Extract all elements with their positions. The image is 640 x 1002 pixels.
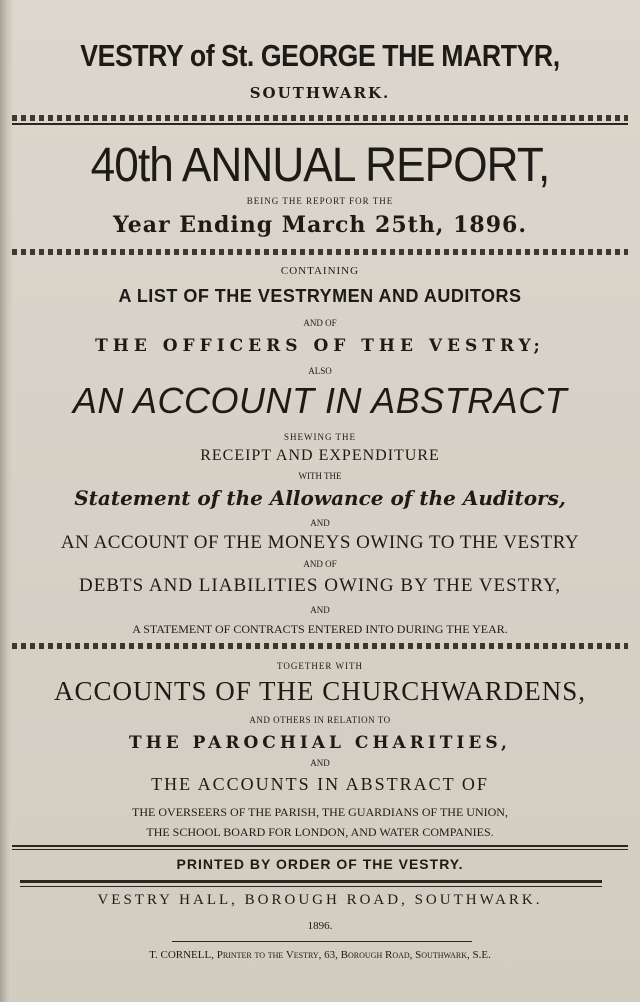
place-subheading: SOUTHWARK. [249,84,391,102]
printer-imprint: T. CORNELL, Printer to the Vestry, 63, Borough Road, Southwark, S.E. [149,949,491,961]
vestry-heading: VESTRY of St. GEORGE THE MARTYR, [80,38,560,73]
year-ending: Year Ending March 25th, 1896. [112,212,528,238]
and-of-label-2: AND OF [303,559,337,569]
debts-line: DEBTS AND LIABILITIES OWING BY THE VESTRY, [79,575,561,596]
school-board-line: THE SCHOOL BOARD FOR LONDON, AND WATER COMPANIES. [146,825,494,839]
overseers-line: THE OVERSEERS OF THE PARISH, THE GUARDIANS OF THE UNION, [132,805,508,819]
ornamental-rule [12,115,628,121]
ornamental-rule [12,643,628,649]
officers-line: THE OFFICERS OF THE VESTRY; [95,336,545,356]
account-abstract-heading: AN ACCOUNT IN ABSTRACT [72,380,568,421]
vestry-hall-address: VESTRY HALL, BOROUGH ROAD, SOUTHWARK. [97,892,543,908]
receipt-line: RECEIPT AND EXPENDITURE [200,447,440,464]
divider-rule [12,849,628,850]
and-of-label: AND OF [303,318,337,328]
divider-rule [20,886,602,887]
divider-rule [12,123,628,125]
also-label: ALSO [308,366,332,376]
containing-label: CONTAINING [280,265,360,277]
contracts-line: A STATEMENT OF CONTRACTS ENTERED INTO DURING THE YEAR. [132,622,508,636]
moneys-owing-line: AN ACCOUNT OF THE MONEYS OWING TO THE VESTRY [60,532,580,553]
divider-rule [20,880,602,883]
accounts-abstract-line: THE ACCOUNTS IN ABSTRACT OF [151,774,489,794]
shewing-label: SHEWING THE [283,432,357,442]
and-label-2: AND [310,605,330,615]
printed-by-order: PRINTED BY ORDER OF THE VESTRY. [176,856,464,872]
report-being-label: BEING THE REPORT FOR THE [246,196,394,206]
together-with-label: TOGETHER WITH [277,661,363,671]
and-label: AND [310,518,330,528]
churchwardens-heading: ACCOUNTS OF THE CHURCHWARDENS, [53,676,587,706]
charities-heading: THE PAROCHIAL CHARITIES, [129,733,511,753]
others-label: AND OTHERS IN RELATION TO [249,715,391,725]
divider-rule [172,941,472,942]
ornamental-rule [12,249,628,255]
vestrymen-line: A LIST OF THE VESTRYMEN AND AUDITORS [118,286,522,306]
with-the-label: WITH THE [298,471,342,481]
auditors-statement: Statement of the Allowance of the Auditors, [74,486,566,510]
divider-rule [12,845,628,847]
publication-year: 1896. [307,920,333,932]
report-title: 40th ANNUAL REPORT, [90,139,550,192]
and-label-3: AND [310,758,330,768]
